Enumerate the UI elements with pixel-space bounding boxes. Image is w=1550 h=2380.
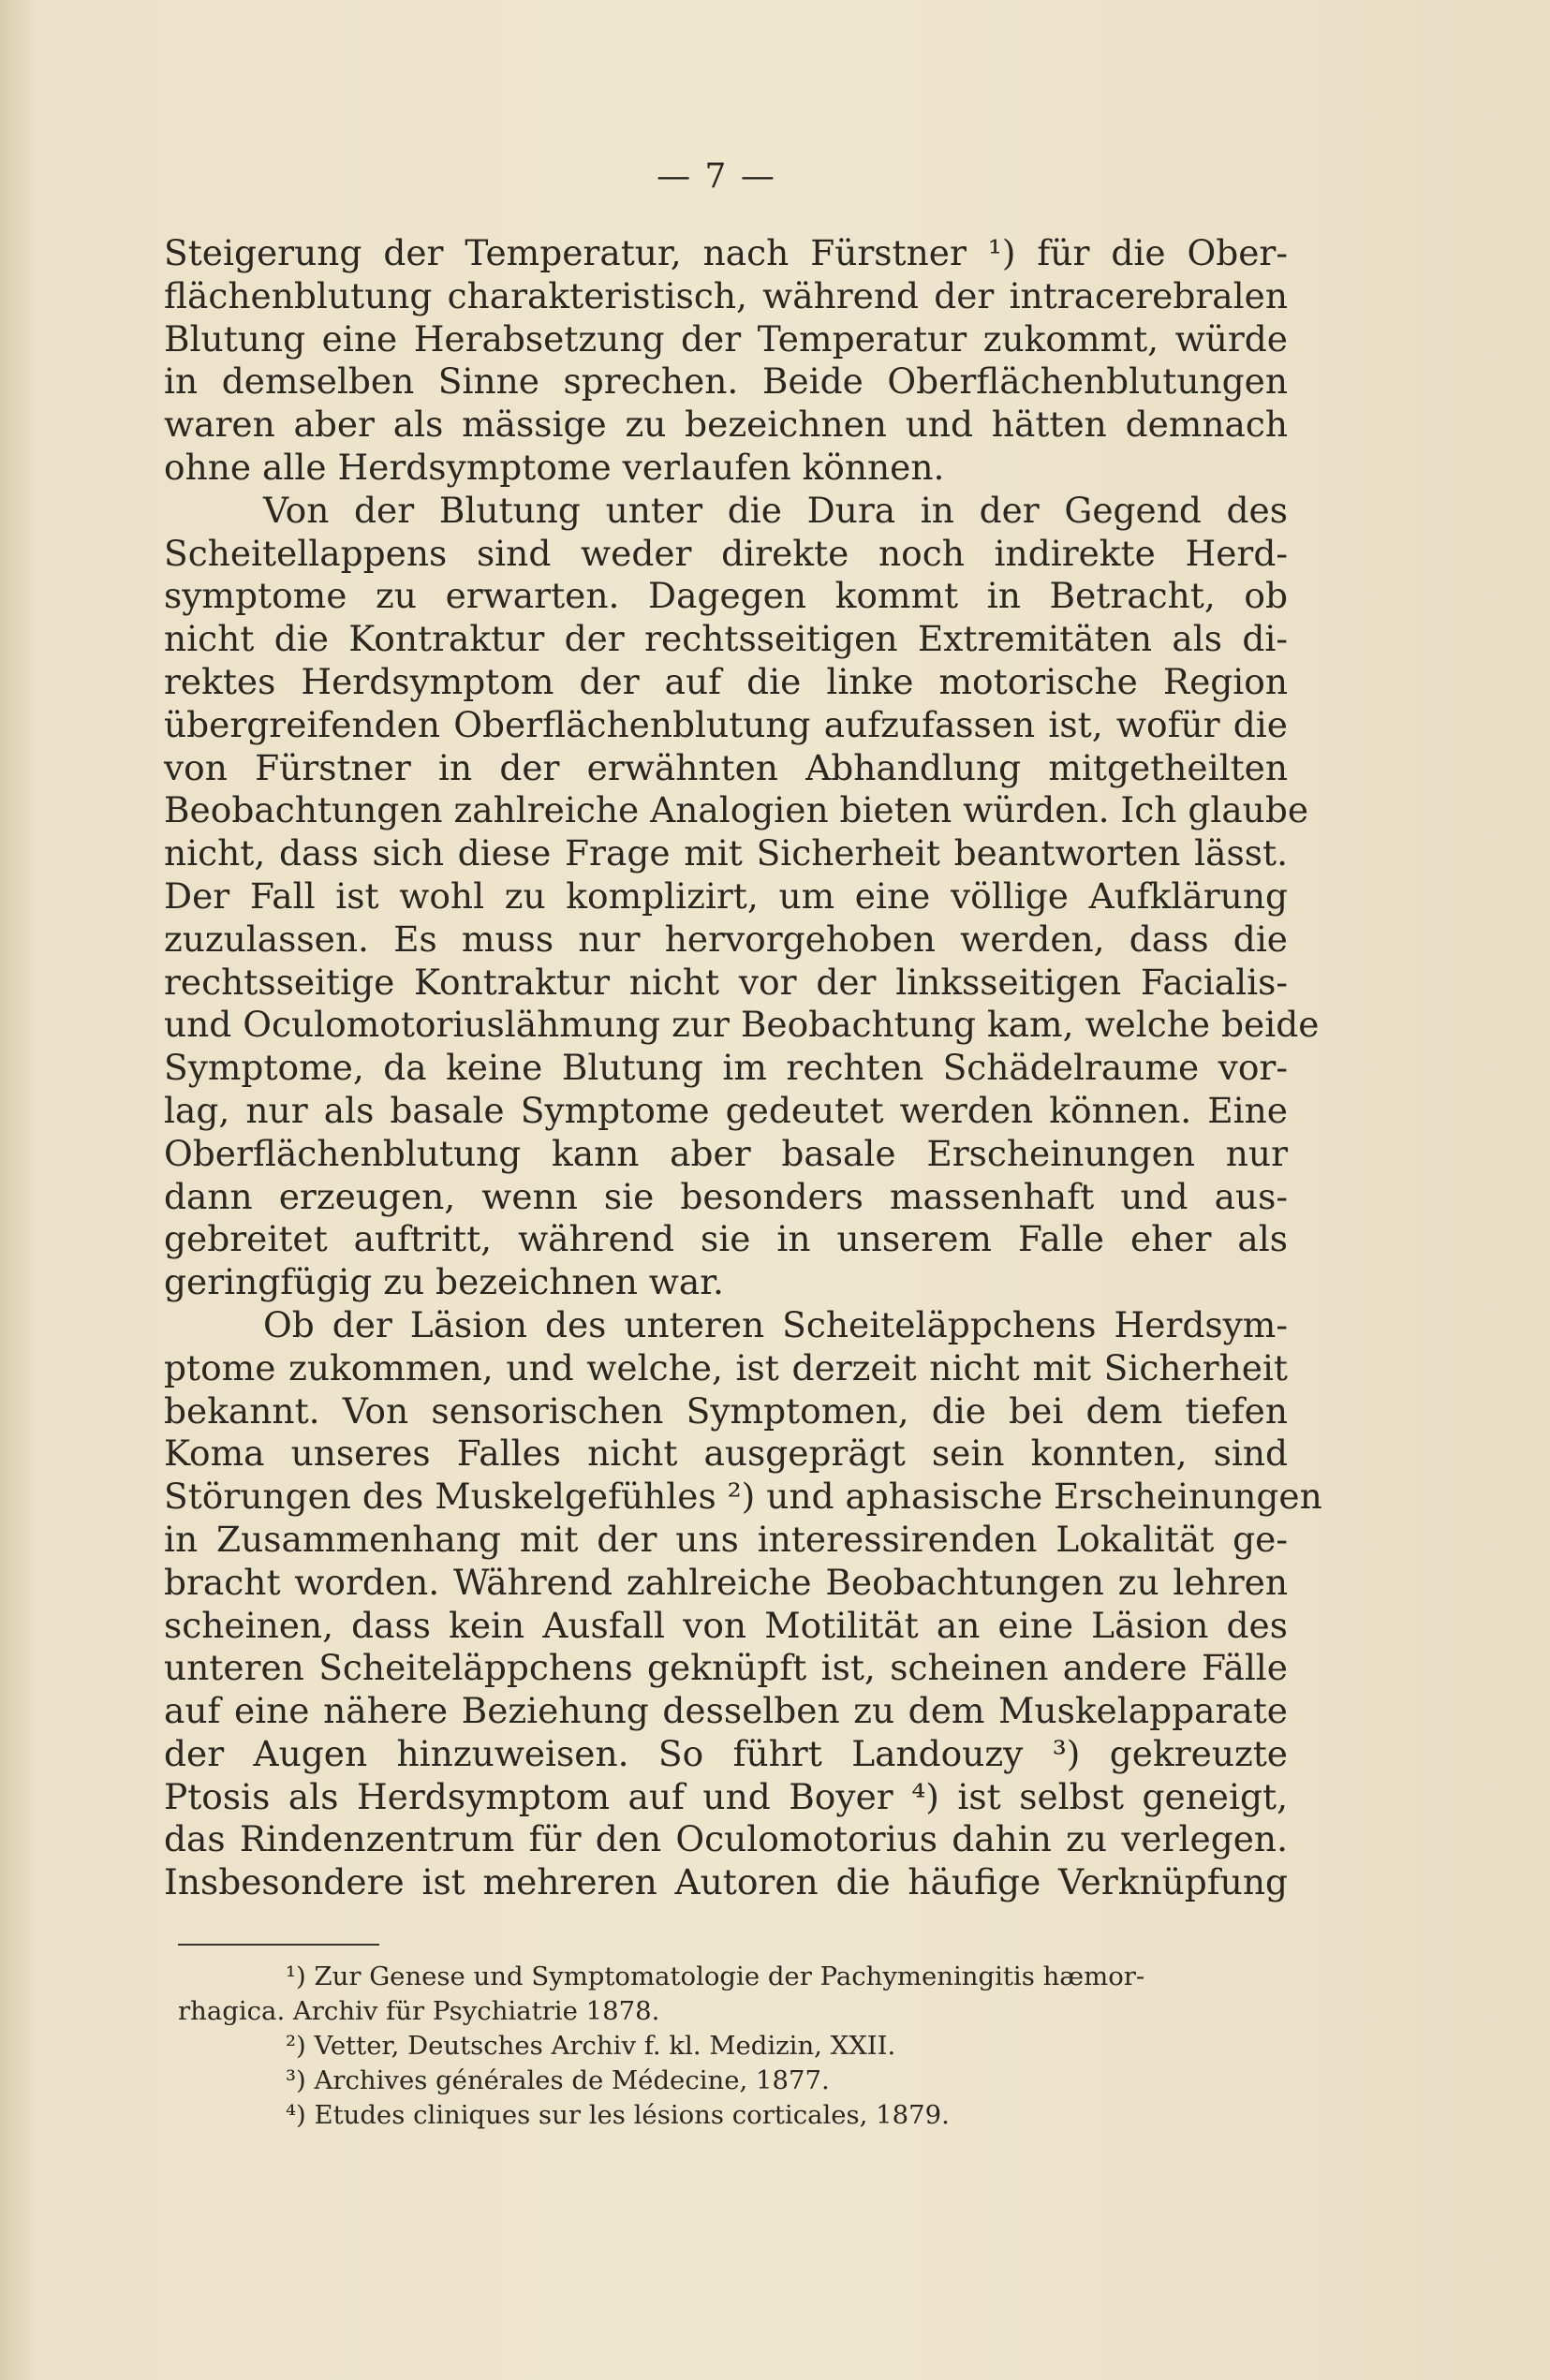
text-line: Insbesondere ist mehreren Autoren die häufige Verknüpfung (164, 1861, 1288, 1903)
text-line: geringfügig zu bezeichnen war. (164, 1261, 724, 1303)
footnote-divider (178, 1944, 379, 1946)
text-line: nicht die Kontraktur der rechtsseitigen Extremitäten als di- (164, 618, 1288, 660)
text-line: unteren Scheiteläppchens geknüpft ist, scheinen andere Fälle (164, 1647, 1288, 1689)
text-line: Symptome, da keine Blutung im rechten Schädelraume vor- (164, 1047, 1288, 1089)
text-line: in Zusammenhang mit der uns interessirenden Lokalität ge- (164, 1518, 1288, 1560)
text-line: bekannt. Von sensorischen Symptomen, die bei dem tiefen (164, 1389, 1288, 1432)
text-line: nicht, dass sich diese Frage mit Sicherheit beantworten lässt. (164, 832, 1288, 874)
text-line: der Augen hinzuweisen. So führt Landouzy ³) gekreuzte (164, 1732, 1288, 1774)
text-line: Ptosis als Herdsymptom auf und Boyer ⁴) ist selbst geneigt, (164, 1775, 1288, 1817)
text-line: ptome zukommen, und welche, ist derzeit nicht mit Sicherheit (164, 1346, 1288, 1388)
text-line: waren aber als mässige zu bezeichnen und hätten demnach (164, 404, 1288, 446)
text-line: Von der Blutung unter die Dura in der Gegend des (263, 489, 1288, 531)
footnote-line: ²) Vetter, Deutsches Archiv f. kl. Medizin, XXII. (286, 2031, 896, 2061)
text-line: dann erzeugen, wenn sie besonders massenhaft und aus- (164, 1175, 1288, 1217)
page-number: — 7 — (657, 157, 776, 196)
text-line: in demselben Sinne sprechen. Beide Oberflächenblutungen (164, 360, 1288, 403)
text-line: flächenblutung charakteristisch, während der intracerebralen (164, 274, 1288, 316)
text-line: rechtsseitige Kontraktur nicht vor der linksseitigen Facialis- (164, 961, 1288, 1003)
footnotes (178, 1960, 1288, 2133)
footnote-line: rhagica. Archiv für Psychiatrie 1878. (178, 1996, 660, 2026)
text-line: Beobachtungen zahlreiche Analogien bieten würden. Ich glaube (164, 789, 1309, 831)
text-line: gebreitet auftritt, während sie in unserem Falle eher als (164, 1218, 1288, 1260)
text-line: übergreifenden Oberflächenblutung aufzufassen ist, wofür die (164, 703, 1288, 745)
text-line: Scheitellappens sind weder direkte noch indirekte Herd- (164, 532, 1288, 574)
text-line: Koma unseres Falles nicht ausgeprägt sein konnten, sind (164, 1432, 1288, 1475)
footnote-line: ³) Archives générales de Médecine, 1877. (286, 2065, 830, 2095)
footnote-line: ⁴) Etudes cliniques sur les lésions corticales, 1879. (286, 2100, 950, 2130)
text-line: und Oculomotoriuslähmung zur Beobachtung kam, welche beide (164, 1004, 1320, 1046)
footnote-line: ¹) Zur Genese und Symptomatologie der Pachymeningitis hæmor- (286, 1961, 1145, 1991)
text-line: Oberflächenblutung kann aber basale Erscheinungen nur (164, 1132, 1288, 1174)
text-line: Steigerung der Temperatur, nach Fürstner ¹) für die Ober- (164, 232, 1288, 273)
text-line: scheinen, dass kein Ausfall von Motilität an eine Läsion des (164, 1604, 1288, 1646)
text-line: von Fürstner in der erwähnten Abhandlung mitgetheilten (164, 746, 1288, 788)
text-line: lag, nur als basale Symptome gedeutet werden können. Eine (164, 1089, 1288, 1131)
text-line: Störungen des Muskelgefühles ²) und aphasische Erscheinungen (164, 1476, 1322, 1518)
text-line: das Rindenzentrum für den Oculomotorius dahin zu verlegen. (164, 1818, 1288, 1860)
text-line: auf eine nähere Beziehung desselben zu dem Muskelapparate (164, 1690, 1288, 1732)
text-line: zuzulassen. Es muss nur hervorgehoben werden, dass die (164, 918, 1288, 960)
body-text (164, 232, 1322, 1904)
text-line: rektes Herdsymptom der auf die linke motorische Region (164, 660, 1288, 702)
text-line: Blutung eine Herabsetzung der Temperatur zukommt, würde (164, 317, 1288, 360)
text-line: symptome zu erwarten. Dagegen kommt in Betracht, ob (164, 575, 1288, 617)
text-line: ohne alle Herdsymptome verlaufen können. (164, 446, 945, 488)
text-line: bracht worden. Während zahlreiche Beobachtungen zu lehren (164, 1561, 1288, 1603)
text-line: Ob der Läsion des unteren Scheiteläppchens Herdsym- (263, 1303, 1288, 1345)
text-line: Der Fall ist wohl zu komplizirt, um eine völlige Aufklärung (164, 874, 1288, 917)
